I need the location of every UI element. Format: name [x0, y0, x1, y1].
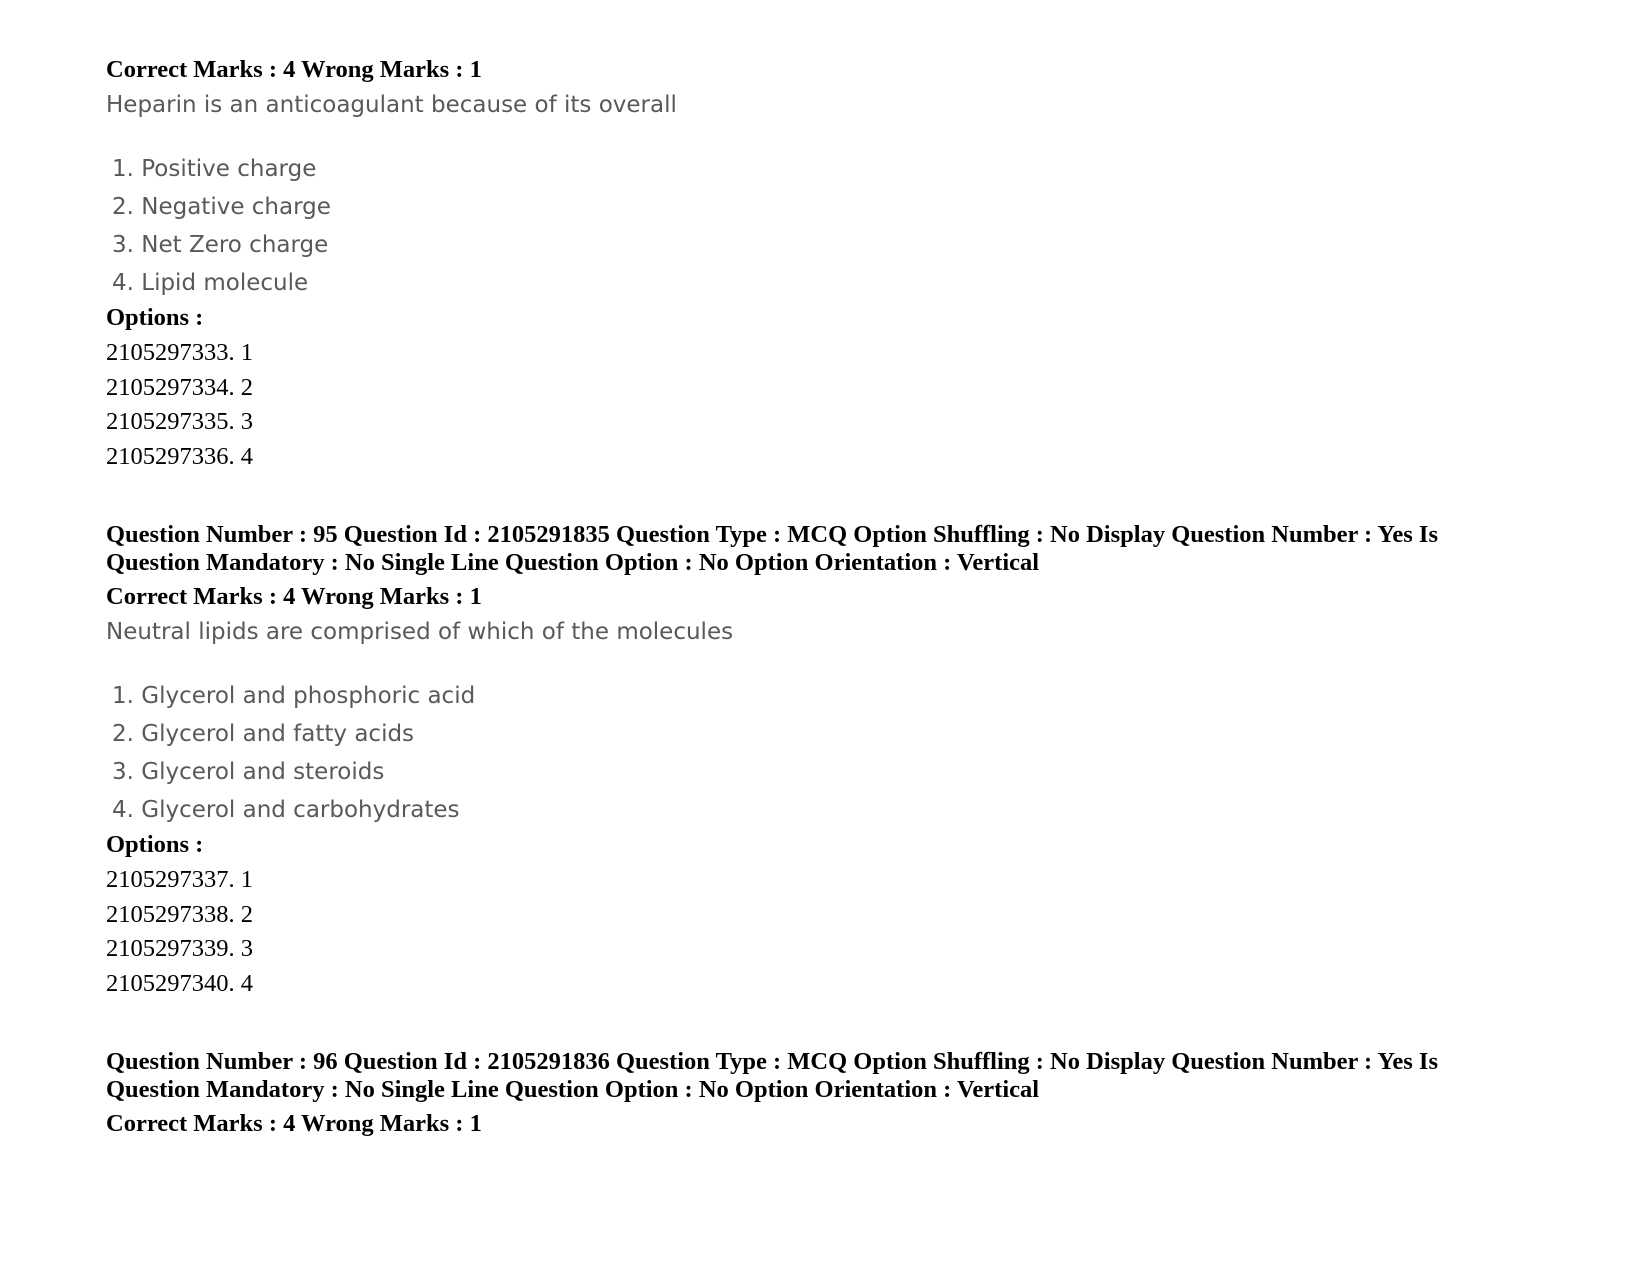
choice-item: 2. Negative charge: [112, 194, 331, 220]
question-95: [106, 521, 1546, 1001]
option-id-item: 2105297340. 4: [106, 969, 253, 997]
marks-line: Correct Marks : 4 Wrong Marks : 1: [106, 1110, 482, 1137]
question-header-line: Question Mandatory : No Single Line Question Option : No Option Orientation : Vertical: [106, 1076, 1040, 1103]
question-header-line: Question Mandatory : No Single Line Question Option : No Option Orientation : Vertical: [106, 549, 1040, 576]
marks-line: Correct Marks : 4 Wrong Marks : 1: [106, 583, 482, 610]
question-96: [106, 1048, 1546, 1138]
question-header: [106, 1048, 1546, 1104]
choice-item: 1. Glycerol and phosphoric acid: [112, 683, 476, 709]
choice-list: [106, 677, 1546, 829]
question-spacer: [106, 474, 1546, 521]
marks-line: Correct Marks : 4 Wrong Marks : 1: [106, 56, 482, 83]
question-stem: Heparin is an anticoagulant because of its overall: [106, 92, 677, 118]
choice-item: 3. Glycerol and steroids: [112, 759, 385, 785]
choice-item: 4. Glycerol and carbohydrates: [112, 797, 460, 823]
option-id-item: 2105297334. 2: [106, 373, 253, 401]
exam-page: [106, 56, 1546, 1138]
choice-item: 1. Positive charge: [112, 156, 317, 182]
option-id-item: 2105297338. 2: [106, 900, 253, 928]
option-id-item: 2105297335. 3: [106, 408, 253, 435]
options-label: Options :: [106, 304, 204, 331]
choice-list: [106, 150, 1546, 302]
option-id-item: 2105297337. 1: [106, 866, 253, 893]
question-header-line: Question Number : 95 Question Id : 2105291835 Question Type : MCQ Option Shuffling : No Display Question Number : Yes Is: [106, 521, 1438, 548]
options-label: Options :: [106, 831, 204, 858]
question-header: [106, 521, 1546, 577]
option-id-item: 2105297333. 1: [106, 339, 253, 366]
choice-item: 2. Glycerol and fatty acids: [112, 721, 415, 747]
option-id-list: [106, 336, 1546, 474]
choice-item: 4. Lipid molecule: [112, 270, 309, 296]
question-94: [106, 56, 1546, 474]
question-spacer: [106, 1001, 1546, 1048]
option-id-item: 2105297336. 4: [106, 442, 253, 470]
option-id-item: 2105297339. 3: [106, 935, 253, 962]
option-id-list: [106, 863, 1546, 1001]
choice-item: 3. Net Zero charge: [112, 232, 329, 258]
question-header-line: Question Number : 96 Question Id : 2105291836 Question Type : MCQ Option Shuffling : No Display Question Number : Yes Is: [106, 1048, 1438, 1075]
question-stem: Neutral lipids are comprised of which of the molecules: [106, 619, 734, 645]
